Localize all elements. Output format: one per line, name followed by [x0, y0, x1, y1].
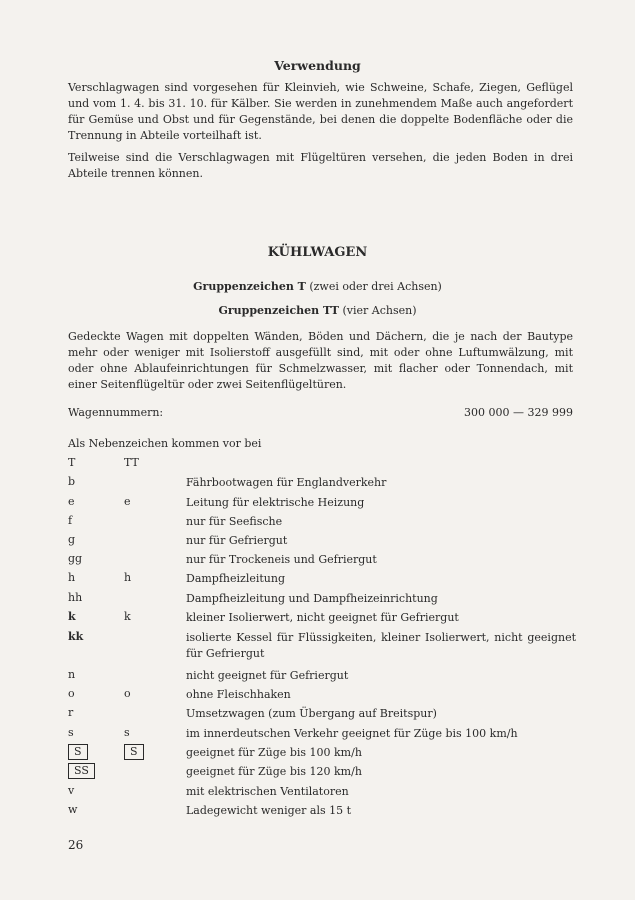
table-row [0, 706, 635, 724]
code-t: o [68, 687, 75, 700]
code-t: S [68, 744, 88, 760]
code-t: r [68, 706, 74, 719]
group-t-label: Gruppenzeichen T [193, 280, 306, 293]
table-row [0, 571, 635, 589]
code-description: Umsetzwagen (zum Übergang auf Breitspur) [186, 707, 437, 720]
code-tt: S [124, 744, 144, 760]
code-t: w [68, 803, 78, 816]
section-heading-verwendung: Verwendung [274, 58, 361, 73]
table-row [0, 745, 635, 763]
group-t-note: (zwei oder drei Achsen) [309, 280, 442, 293]
table-row [0, 610, 635, 628]
paragraph-verwendung-1: Verschlagwagen sind vorgesehen für Kleinvieh, wie Schweine, Schafe, Ziegen, Geflügel und vom 1. 4. bis 31. 10. für Kälber. Sie werden in zunehmendem Maße auch angefordert für Gemüse und Obst und für Gegenstände, bei denen die doppelte Bodenfläche oder die Trennung in Abteile vorteilhaft ist. [68, 81, 573, 142]
code-tt: e [124, 495, 131, 508]
code-description: nur für Seefische [186, 515, 283, 528]
code-description: nicht geeignet für Gefriergut [186, 669, 349, 682]
table-row [0, 475, 635, 493]
group-line-t [0, 280, 635, 293]
table-row [0, 630, 635, 660]
code-description: im innerdeutschen Verkehr geeignet für Züge bis 100 km/h [186, 727, 518, 740]
table-row [0, 495, 635, 513]
paragraph-kuehlwagen: Gedeckte Wagen mit doppelten Wänden, Böden und Dächern, die je nach der Bautype mehr oder weniger mit Isolierstoff ausgefüllt sind, mit oder ohne Luftumwälzung, mit oder ohne Ablaufeinrichtungen für Schmelzwasser, mit flacher oder Tonnendach, mit einer Seitenflügeltür oder zwei Seitenflügeltüren. [68, 330, 573, 391]
code-t: e [68, 495, 75, 508]
table-row [0, 764, 635, 782]
code-t: g [68, 533, 76, 546]
code-description: kleiner Isolierwert, nicht geeignet für Gefriergut [186, 611, 459, 624]
column-header-t: T [68, 456, 76, 469]
table-row [0, 533, 635, 551]
table-row [0, 803, 635, 821]
code-t: n [68, 668, 76, 681]
column-header-tt: TT [124, 456, 139, 469]
table-row [0, 514, 635, 532]
table-row [0, 668, 635, 686]
code-description: Dampfheizleitung [186, 572, 286, 585]
code-t: gg [68, 552, 83, 565]
wagon-number-label: Wagennummern: [68, 406, 164, 419]
table-row [0, 687, 635, 705]
code-t: b [68, 475, 76, 488]
code-description: Fährbootwagen für Englandverkehr [186, 476, 387, 489]
table-header-row [0, 456, 635, 474]
code-t: SS [68, 763, 95, 779]
code-tt: o [124, 687, 131, 700]
group-line-tt [0, 304, 635, 317]
code-t: hh [68, 591, 83, 604]
nebenzeichen-intro: Als Nebenzeichen kommen vor bei [68, 437, 262, 450]
code-t: s [68, 726, 74, 739]
code-description: geeignet für Züge bis 120 km/h [186, 765, 362, 778]
paragraph-verwendung-2: Teilweise sind die Verschlagwagen mit Flügeltüren versehen, die jeden Boden in drei Abteile trennen können. [68, 151, 573, 180]
wagon-number-row [68, 406, 573, 419]
code-description: nur für Gefriergut [186, 534, 288, 547]
section-heading-kuehlwagen: KÜHLWAGEN [267, 245, 368, 260]
code-description: mit elektrischen Ventilatoren [186, 785, 349, 798]
group-tt-label: Gruppenzeichen TT [218, 304, 339, 317]
wagon-number-range: 300 000 — 329 999 [464, 406, 573, 419]
code-t: v [68, 784, 75, 797]
code-tt: h [124, 571, 132, 584]
code-description: Ladegewicht weniger als 15 t [186, 804, 352, 817]
code-t: h [68, 571, 76, 584]
table-row [0, 591, 635, 609]
code-description: nur für Trockeneis und Gefriergut [186, 553, 377, 566]
code-description: isolierte Kessel für Flüssigkeiten, kleiner Isolierwert, nicht geeignet für Gefriergut [186, 631, 576, 660]
code-description: Leitung für elektrische Heizung [186, 496, 365, 509]
code-description: ohne Fleischhaken [186, 688, 291, 701]
code-tt: k [124, 610, 131, 623]
code-tt: s [124, 726, 130, 739]
code-t: f [68, 514, 73, 527]
table-row [0, 784, 635, 802]
code-t: kk [68, 630, 84, 643]
code-t: k [68, 610, 76, 623]
page-number: 26 [68, 838, 84, 852]
table-row [0, 552, 635, 570]
code-description: Dampfheizleitung und Dampfheizeinrichtung [186, 592, 438, 605]
table-row [0, 726, 635, 744]
code-description: geeignet für Züge bis 100 km/h [186, 746, 362, 759]
group-tt-note: (vier Achsen) [342, 304, 417, 317]
